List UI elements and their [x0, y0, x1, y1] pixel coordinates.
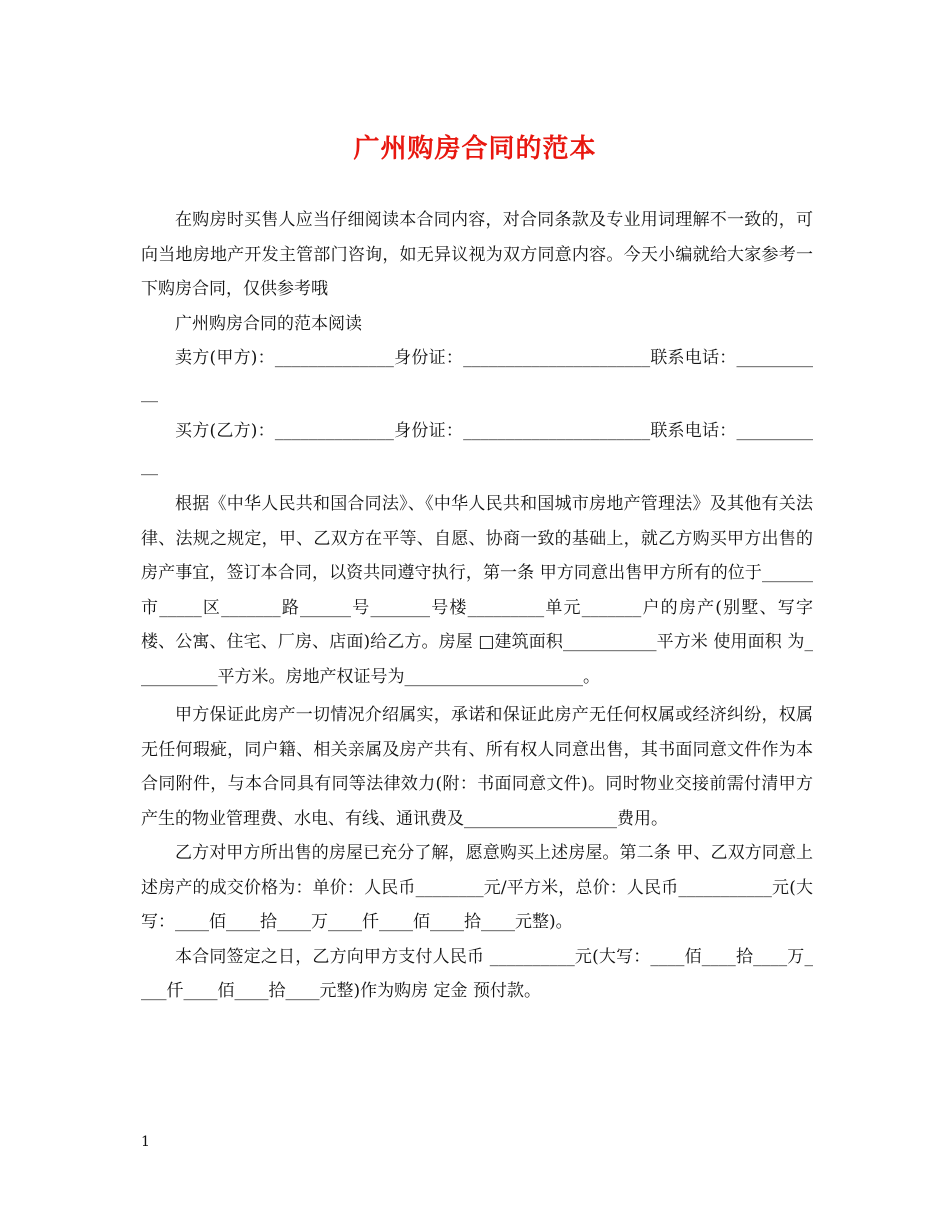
paragraph-guarantee: 甲方保证此房产一切情况介绍属实，承诺和保证此房产无任何权属或经济纠纷，权属无任何瑕疵，同户籍、相关亲属及房产共有、所有权人同意出售，其书面同意文件作为本合同附件，与本合同具有同等法律效力(附：书面同意文件)。同时物业交接前需付清甲方产生的物业管理费、水电、有线、通讯费及__________________费用。	[141, 705, 813, 829]
page-number: 1	[141, 1134, 150, 1150]
paragraph-subheading: 广州购房合同的范本阅读	[175, 313, 362, 334]
paragraph-price: 乙方对甲方所出售的房屋已充分了解，愿意购买上述房屋。第二条 甲、乙双方同意上述房产的成交价格为：单价：人民币________元/平方米，总价：人民币___________元(大写：____佰____拾____万____仟____佰____拾____元整)。	[141, 843, 813, 932]
document-body	[141, 203, 813, 1009]
paragraph-deposit: 本合同签定之日，乙方向甲方支付人民币 __________元(大写：____佰____拾____万____仟____佰____拾____元整)作为购房 定金 预付款。	[141, 946, 813, 1001]
paragraph-intro: 在购房时买售人应当仔细阅读本合同内容，对合同条款及专业用词理解不一致的，可向当地房地产开发主管部门咨询，如无异议视为双方同意内容。今天小编就给大家参考一下购房合同，仅供参考哦	[141, 210, 813, 299]
paragraph-buyer-line: 买方(乙方)：______________身份证：______________________联系电话：___________	[141, 421, 813, 476]
document-title: 广州购房合同的范本	[353, 134, 597, 164]
paragraph-article-one: 根据《中华人民共和国合同法》、《中华人民共和国城市房地产管理法》及其他有关法律、法规之规定，甲、乙双方在平等、自愿、协商一致的基础上，就乙方购买甲方出售的房产事宜，签订本合同，以资共同遵守执行，第一条 甲方同意出售甲方所有的位于______市_____区_______路______号_______号楼_________单元_______户的房产(别墅、写字楼、公寓、住宅、厂房、店面)给乙方。房屋 □建筑面积___________平方米 使用面积 为__________平方米。房地产权证号为_____________________。	[141, 494, 813, 687]
paragraph-seller-line: 卖方(甲方)：______________身份证：______________________联系电话：___________	[141, 348, 813, 403]
